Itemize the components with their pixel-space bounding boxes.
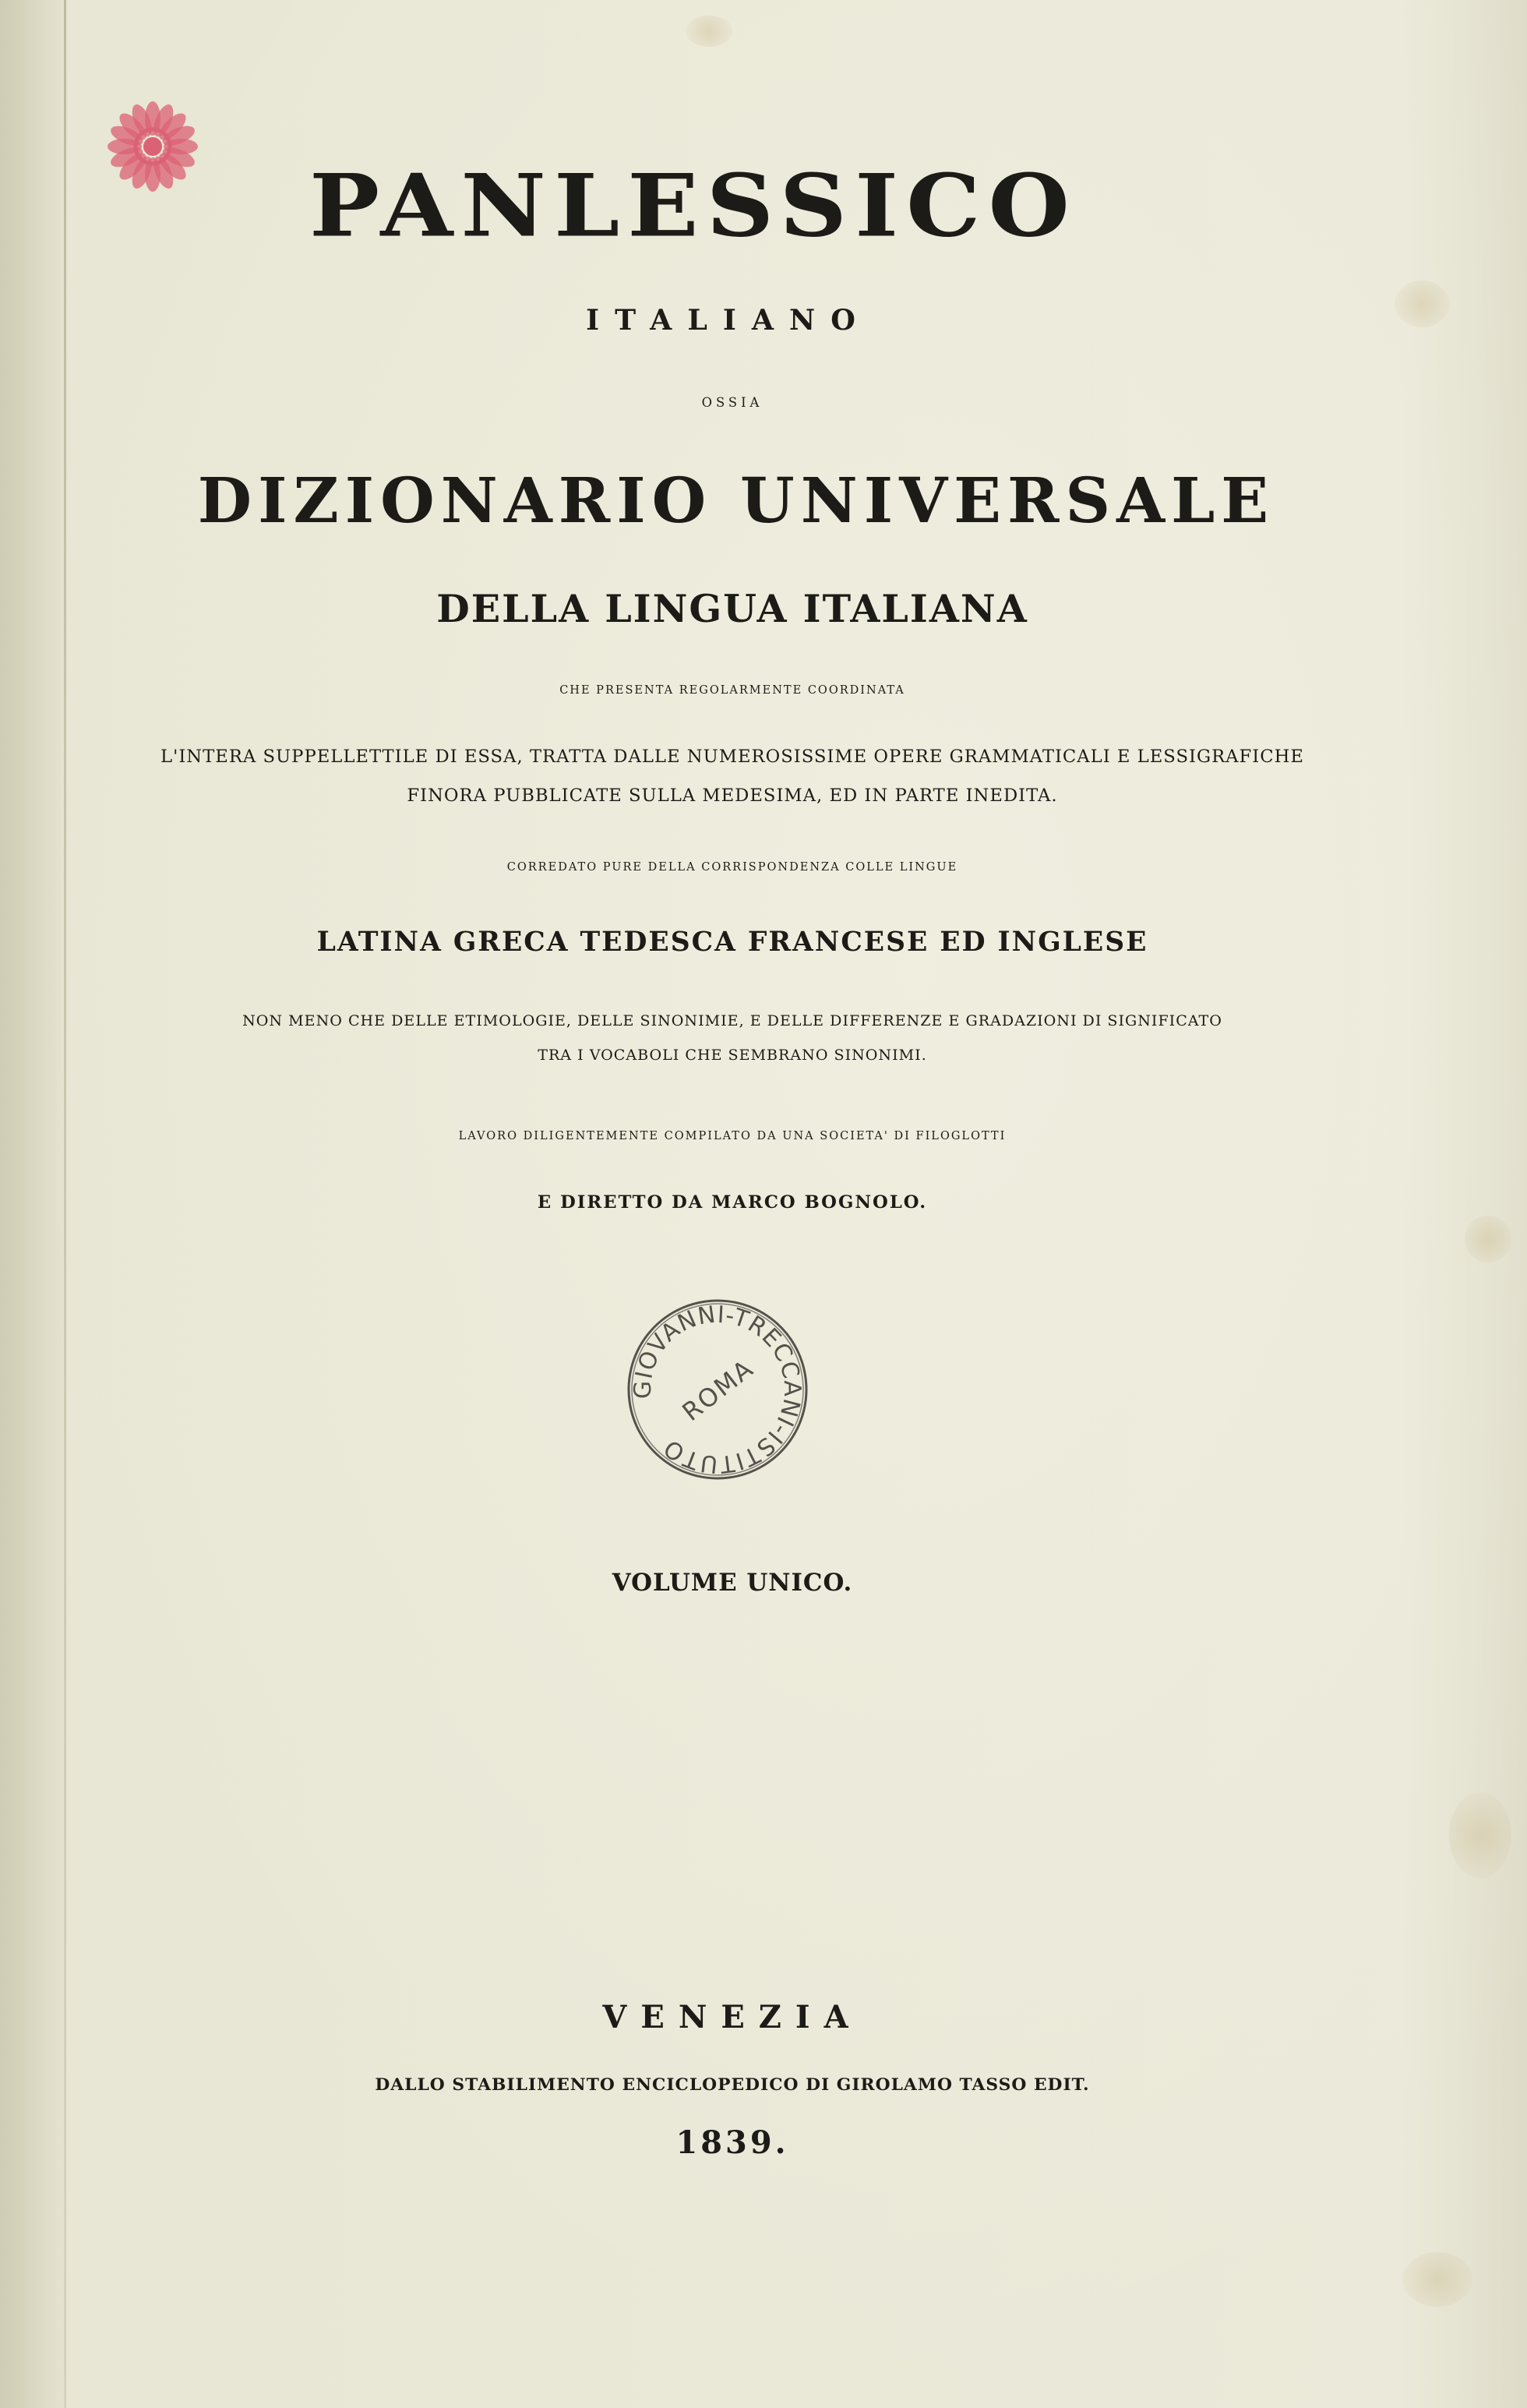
description-line-1: L'INTERA SUPPELLETTILE DI ESSA, TRATTA DALLE NUMEROSISSIME OPERE GRAMMATICALI E LESSIGRAFICHE [160, 747, 1304, 767]
stamp-center-text: ROMA [676, 1353, 760, 1428]
foxing-spot [1402, 2252, 1472, 2307]
book-title: PANLESSICO [309, 155, 1077, 257]
description-small-2: CORREDATO PURE DELLA CORRISPONDENZA COLLE LINGUE [506, 861, 958, 874]
main-subtitle: DELLA LINGUA ITALIANA [436, 586, 1028, 631]
imprint-publisher: DALLO STABILIMENTO ENCICLOPEDICO DI GIROLAMO TASSO EDIT. [375, 2075, 1090, 2095]
foxing-spot [686, 16, 732, 47]
foxing-spot [1449, 1792, 1511, 1878]
rosette-center [143, 137, 162, 156]
library-stamp [624, 1296, 811, 1483]
languages-line: LATINA GRECA TEDESCA FRANCESE ED INGLESE [316, 927, 1148, 958]
description-line-3: NON MENO CHE DELLE ETIMOLOGIE, DELLE SINONIMIE, E DELLE DIFFERENZE E GRADAZIONI DI SIGNIFICATO [242, 1012, 1222, 1029]
imprint-city: VENEZIA [602, 1999, 862, 2036]
directed-by-line: E DIRETTO DA MARCO BOGNOLO. [537, 1192, 928, 1213]
imprint-year: 1839. [675, 2124, 789, 2161]
foxing-spot [1465, 1216, 1511, 1262]
compiled-by-line: LAVORO DILIGENTEMENTE COMPILATO DA UNA SOCIETA' DI FILOGLOTTI [458, 1130, 1007, 1142]
stamp-ring-text: GIOVANNI-TRECCANI-ISTITUTO [629, 1301, 806, 1478]
title-connector: OSSIA [701, 395, 764, 410]
volume-label: VOLUME UNICO. [612, 1569, 853, 1597]
description-line-2: FINORA PUBBLICATE SULLA MEDESIMA, ED IN PARTE INEDITA. [407, 786, 1058, 806]
description-line-4: TRA I VOCABOLI CHE SEMBRANO SINONIMI. [538, 1047, 927, 1064]
main-title: DIZIONARIO UNIVERSALE [197, 464, 1275, 537]
description-small-1: CHE PRESENTA REGOLARMENTE COORDINATA [559, 684, 905, 697]
book-title-sub: ITALIANO [586, 303, 871, 337]
